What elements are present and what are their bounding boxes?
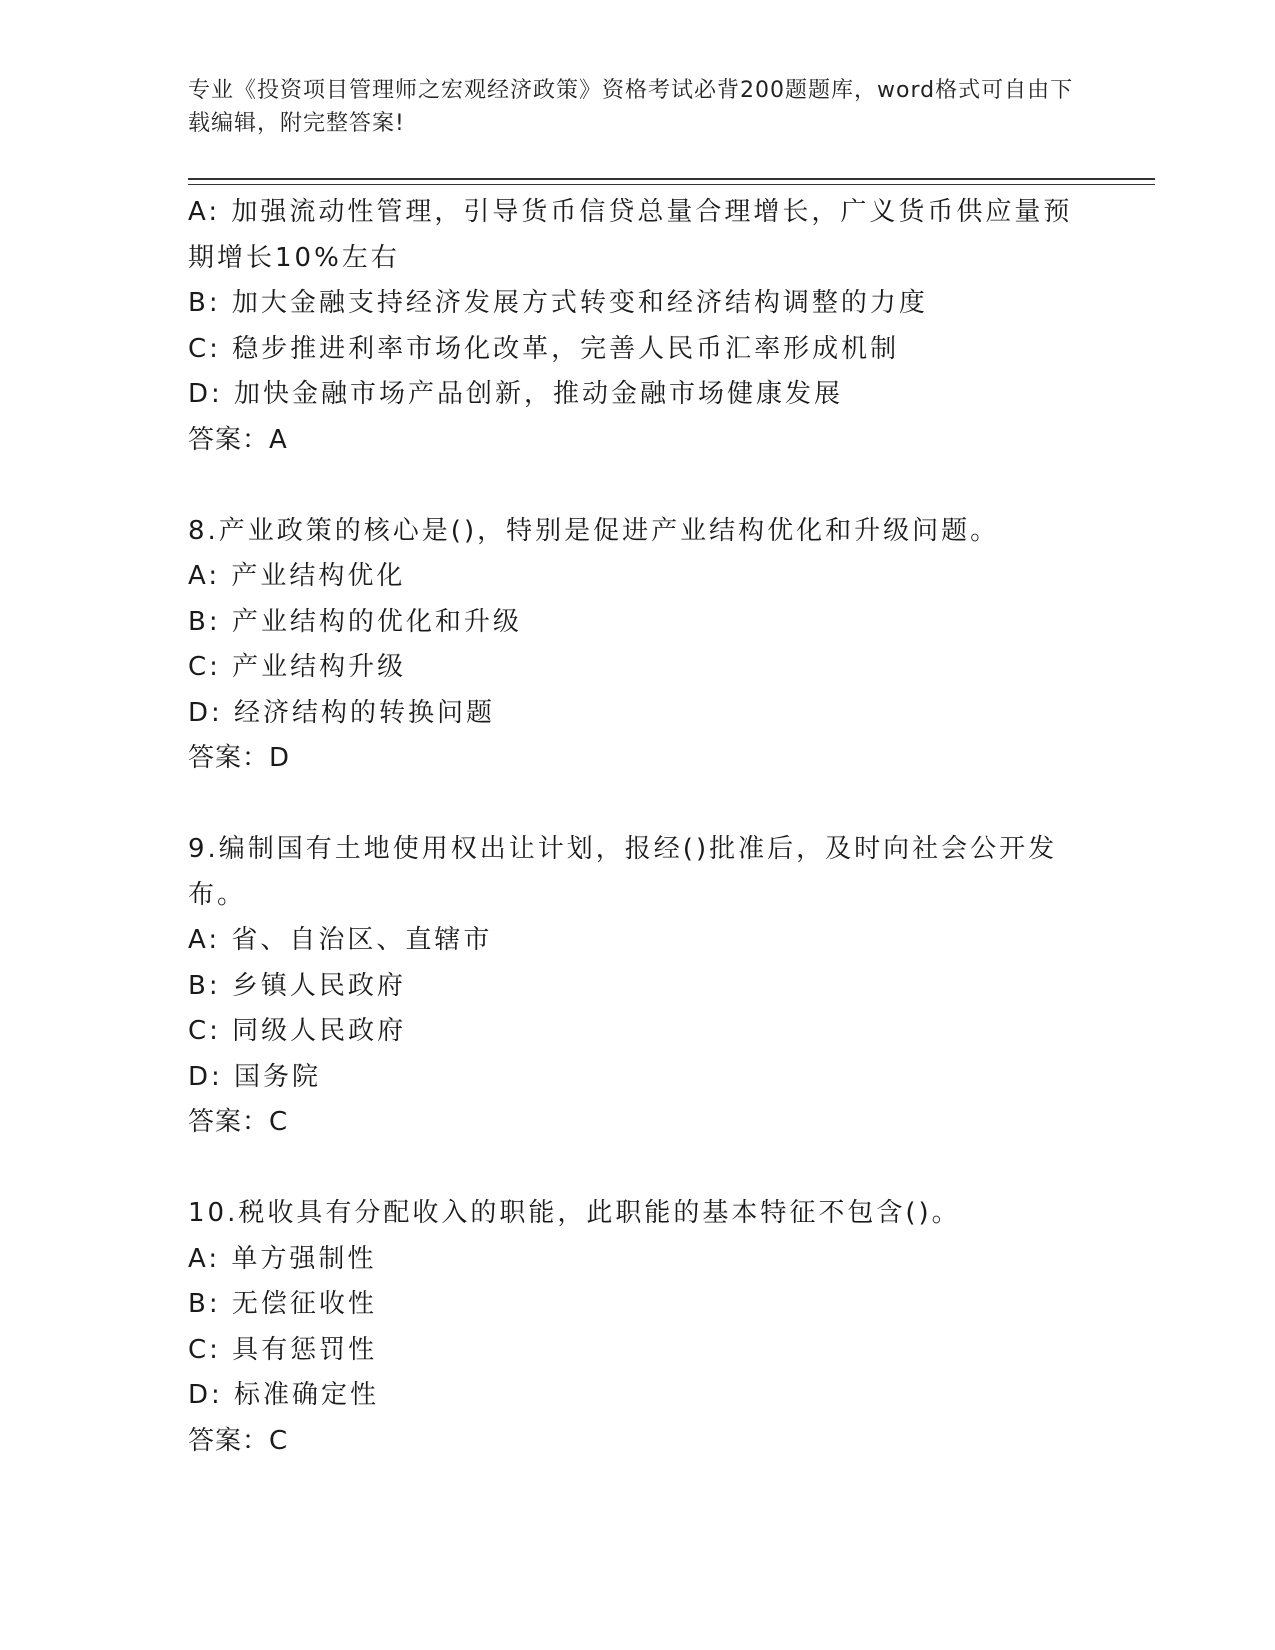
option-a: A: 加强流动性管理，引导货币信贷总量合理增长，广义货币供应量预期增长10%左右 xyxy=(188,197,1073,273)
block-spacer xyxy=(188,1146,1088,1192)
block-spacer xyxy=(188,463,1088,509)
document-header: 专业《投资项目管理师之宏观经济政策》资格考试必背200题题库，word格式可自由下载编辑，附完整答案! xyxy=(188,78,1074,136)
header-divider-thick xyxy=(188,178,1155,180)
question-list xyxy=(188,190,1088,1464)
question-block xyxy=(188,1191,1088,1464)
option-a: A: 单方强制性 xyxy=(188,1243,377,1274)
option-d: D: 加快金融市场产品创新，推动金融市场健康发展 xyxy=(188,379,844,409)
question-text: 10.税收具有分配收入的职能，此职能的基本特征不包含()。 xyxy=(188,1198,961,1228)
option-b: B: 产业结构的优化和升级 xyxy=(188,606,522,637)
option-d: D: 国务院 xyxy=(188,1061,322,1092)
option-a: A: 省、自治区、直辖市 xyxy=(188,925,493,955)
option-c: C: 同级人民政府 xyxy=(188,1016,407,1046)
option-c: C: 稳步推进利率市场化改革，完善人民币汇率形成机制 xyxy=(188,333,900,364)
question-block xyxy=(188,827,1088,1146)
option-b: B: 无偿征收性 xyxy=(188,1289,377,1319)
header-divider-thin xyxy=(188,184,1155,185)
question-block xyxy=(188,509,1088,782)
option-d: D: 标准确定性 xyxy=(188,1380,380,1410)
option-a: A: 产业结构优化 xyxy=(188,561,406,591)
option-b: B: 乡镇人民政府 xyxy=(188,970,406,1001)
block-spacer xyxy=(188,782,1088,828)
answer-line: 答案：C xyxy=(188,1107,289,1137)
question-text: 8.产业政策的核心是()，特别是促进产业结构优化和升级问题。 xyxy=(188,515,1000,546)
option-c: C: 产业结构升级 xyxy=(188,652,407,682)
answer-line: 答案：C xyxy=(188,1425,289,1456)
answer-line: 答案：A xyxy=(188,424,288,455)
question-text: 9.编制国有土地使用权出让计划，报经()批准后，及时向社会公开发布。 xyxy=(188,834,1058,910)
answer-line: 答案：D xyxy=(188,743,291,773)
option-c: C: 具有惩罚性 xyxy=(188,1334,378,1365)
question-block xyxy=(188,190,1088,463)
option-d: D: 经济结构的转换问题 xyxy=(188,697,496,728)
option-b: B: 加大金融支持经济发展方式转变和经济结构调整的力度 xyxy=(188,288,928,318)
